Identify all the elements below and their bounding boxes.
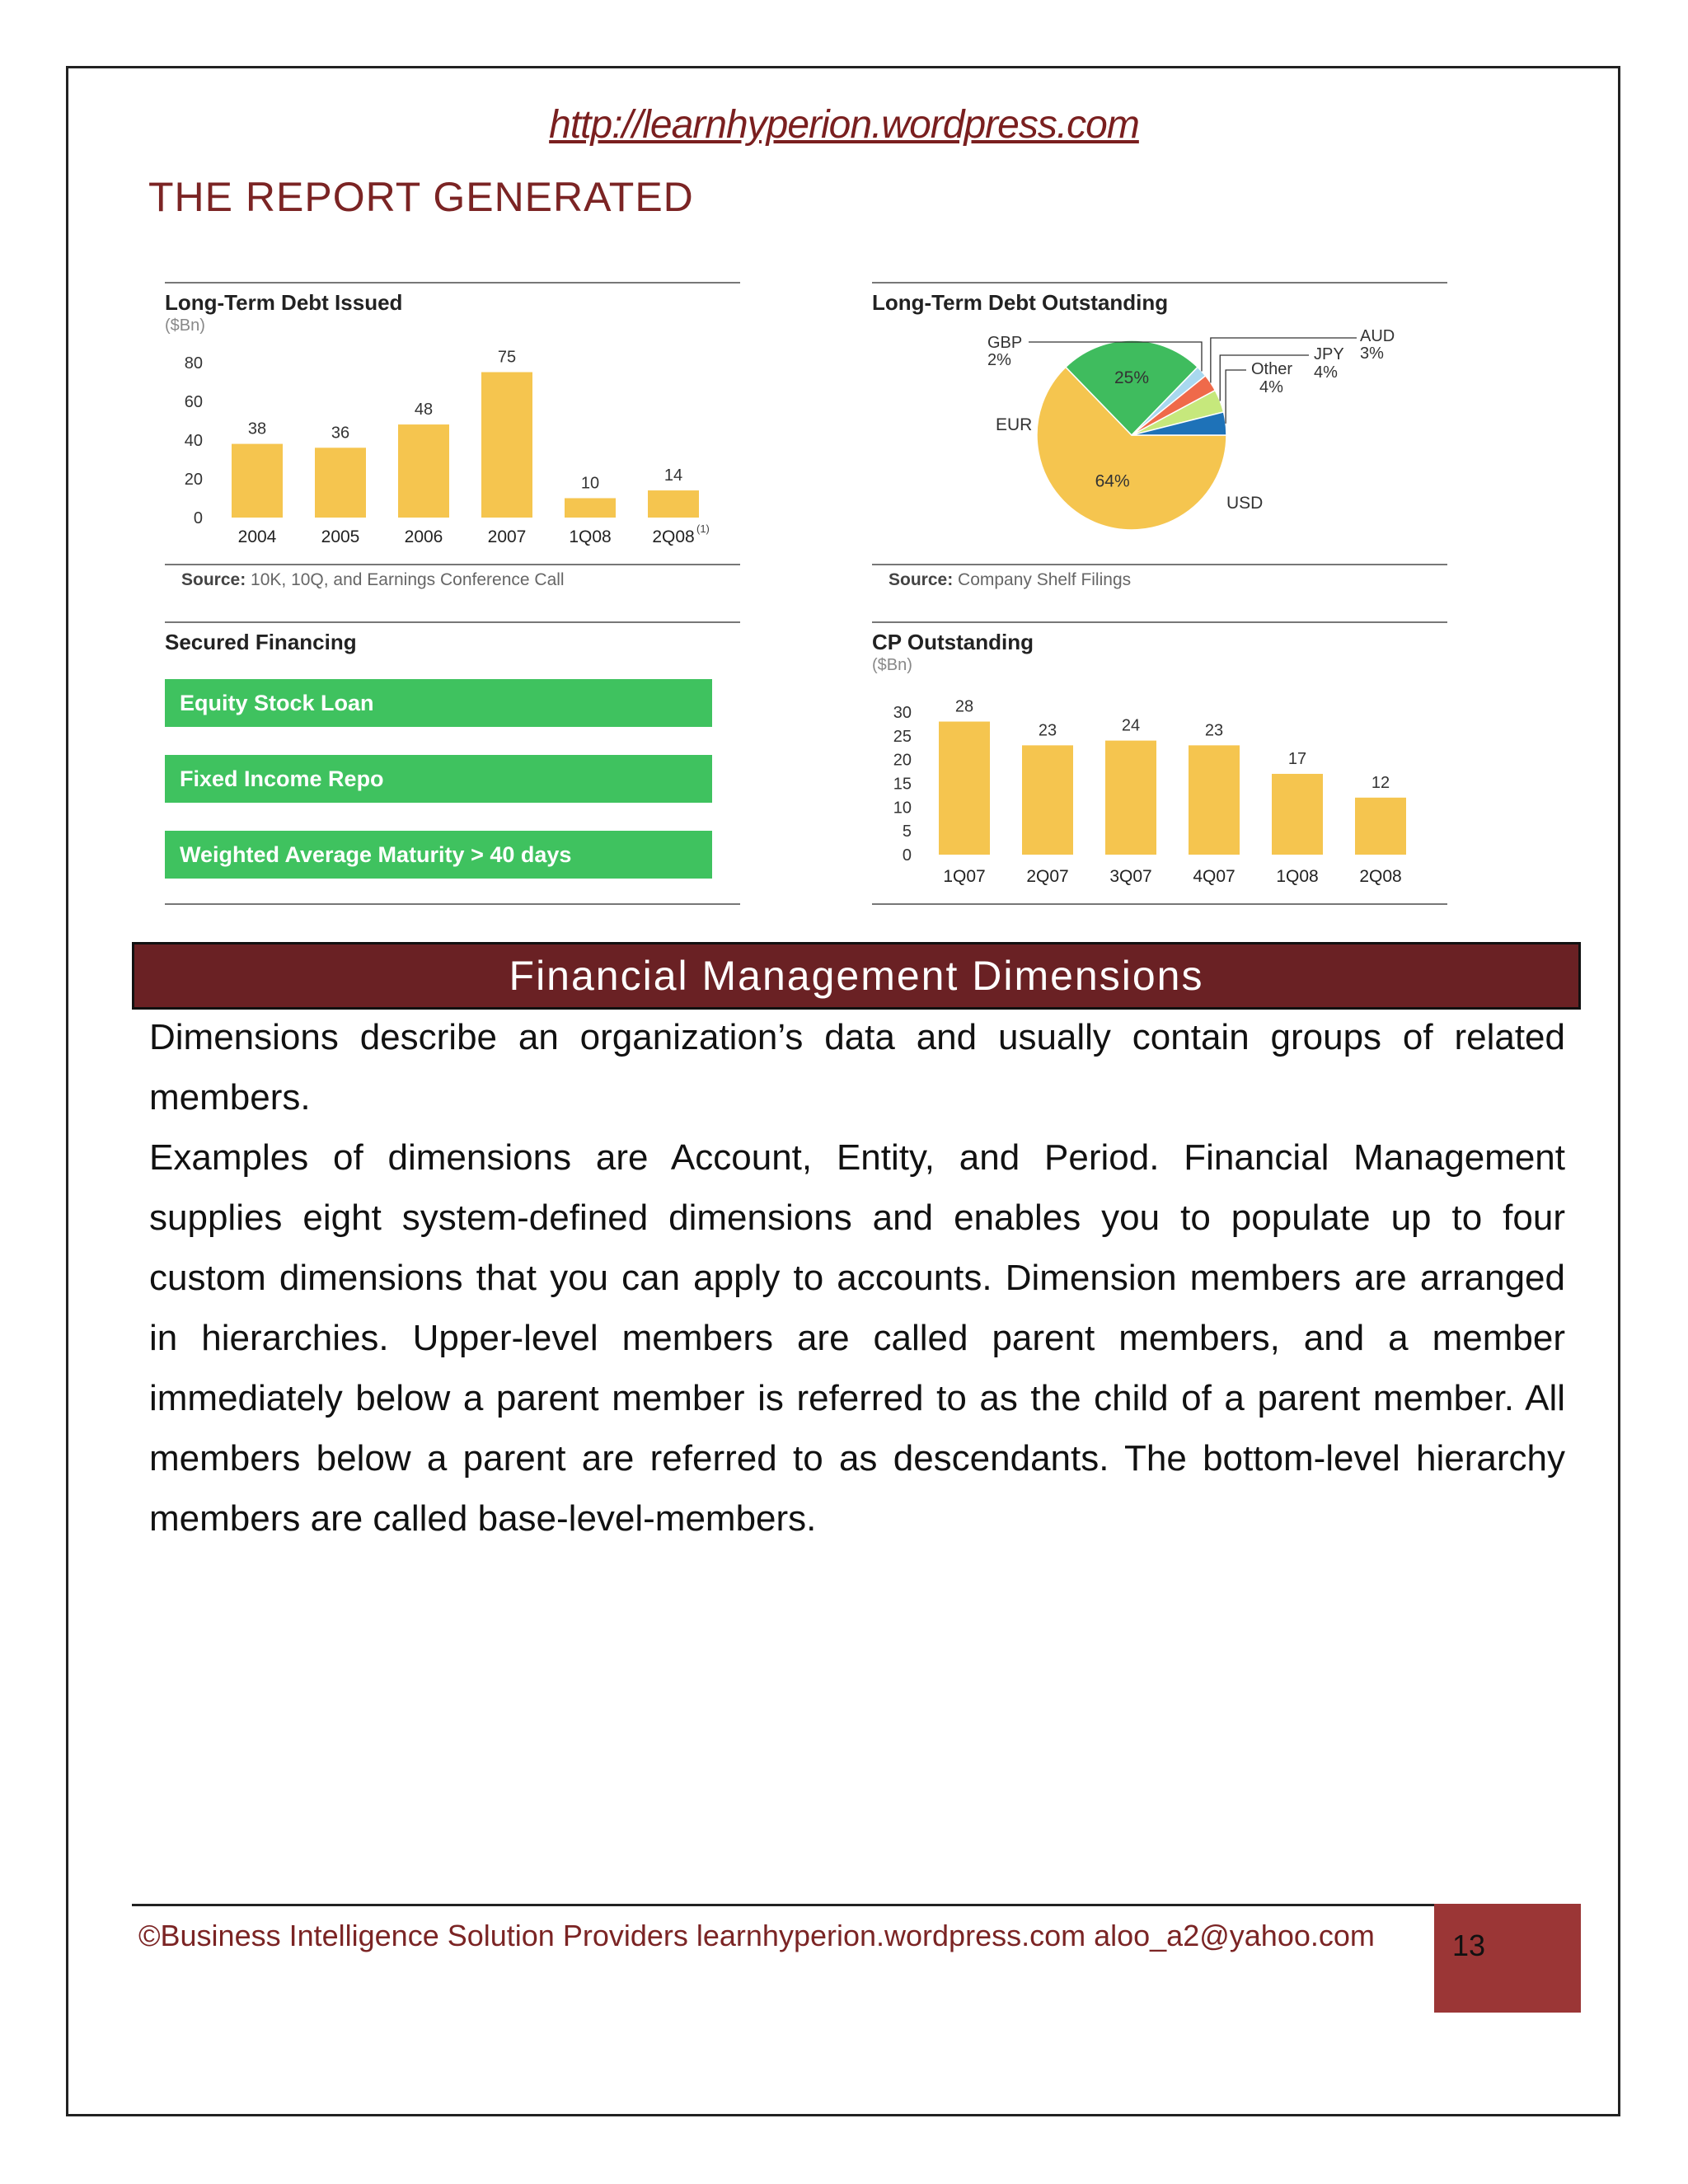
bar xyxy=(1272,774,1323,855)
source-text: 10K, 10Q, and Earnings Conference Call xyxy=(251,570,565,589)
secured-financing-item: Equity Stock Loan xyxy=(165,679,712,727)
bar xyxy=(398,424,449,518)
y-tick-label: 5 xyxy=(902,823,912,841)
x-tick-label: 2Q07 xyxy=(1026,867,1069,886)
bar xyxy=(481,373,532,518)
slice-category-label: EUR xyxy=(996,415,1033,434)
y-tick-label: 15 xyxy=(893,775,912,794)
panel-bottom-rule xyxy=(872,903,1447,905)
bar xyxy=(1355,798,1406,855)
ltd-issued-unit: ($Bn) xyxy=(165,316,205,335)
y-tick-label: 40 xyxy=(184,431,203,450)
data-label: 12 xyxy=(1371,773,1390,792)
bar xyxy=(565,498,616,518)
x-tick-label: 1Q08 xyxy=(569,527,612,546)
bar xyxy=(1022,745,1073,855)
x-tick-label: 1Q07 xyxy=(943,867,986,886)
source-text: Company Shelf Filings xyxy=(958,570,1132,589)
x-tick-label: 2004 xyxy=(237,527,277,546)
leader-line xyxy=(1226,370,1246,424)
panel-bottom-rule xyxy=(165,903,740,905)
data-label: 24 xyxy=(1121,716,1141,735)
page-number: 13 xyxy=(1452,1929,1486,1962)
slice-value-label: 3% xyxy=(1360,344,1384,363)
x-tick-label: 3Q07 xyxy=(1109,867,1152,886)
data-label: 48 xyxy=(414,401,434,419)
x-tick-label: 2Q08 xyxy=(1359,867,1402,886)
footnote-marker: (1) xyxy=(696,523,710,535)
footer-text: ©Business Intelligence Solution Providers learnhyperion.wordpress.com aloo_a2@yahoo.com xyxy=(138,1919,1375,1952)
bar xyxy=(232,444,283,518)
slice-category-label: Other xyxy=(1251,360,1293,378)
data-label: 23 xyxy=(1038,721,1057,740)
secured-financing-title: Secured Financing xyxy=(165,630,357,654)
ltd-outstanding-pie-chart xyxy=(872,282,1447,562)
panel-bottom-rule xyxy=(872,564,1447,565)
y-tick-label: 20 xyxy=(893,751,912,770)
report-heading: THE REPORT GENERATED xyxy=(148,174,694,220)
data-label: 75 xyxy=(497,348,517,367)
secured-financing-panel xyxy=(165,621,740,908)
slice-category-label: USD xyxy=(1226,494,1264,513)
page-number-box xyxy=(1434,1904,1581,2013)
header-url-link[interactable]: http://learnhyperion.wordpress.com xyxy=(549,103,1139,147)
y-tick-label: 25 xyxy=(893,727,912,746)
slice-value-label: 4% xyxy=(1259,378,1283,396)
slice-value-label: 2% xyxy=(987,351,1011,369)
source-label: Source: xyxy=(889,570,954,589)
y-tick-label: 0 xyxy=(902,846,912,865)
slice-category-label: AUD xyxy=(1360,327,1395,345)
ltd-issued-panel xyxy=(165,282,740,595)
y-tick-label: 30 xyxy=(893,704,912,722)
bar xyxy=(939,722,990,855)
secured-financing-item: Fixed Income Repo xyxy=(165,755,712,803)
source-label: Source: xyxy=(181,570,246,589)
body-paragraph: Dimensions describe an organization’s data and usually contain groups of related members. xyxy=(149,1017,1565,1118)
data-label: 10 xyxy=(580,474,600,493)
data-label: 28 xyxy=(954,697,974,716)
ltd-outstanding-panel xyxy=(872,282,1447,595)
panel-bottom-rule xyxy=(165,564,740,565)
ltd-outstanding-title: Long-Term Debt Outstanding xyxy=(872,290,1169,315)
cp-outstanding-unit: ($Bn) xyxy=(872,656,912,674)
bar xyxy=(315,448,366,518)
x-tick-label: 2005 xyxy=(321,527,360,546)
ltd-issued-title: Long-Term Debt Issued xyxy=(165,290,403,315)
bar xyxy=(1105,741,1156,855)
data-label: 38 xyxy=(247,419,267,438)
x-tick-label: 1Q08 xyxy=(1276,867,1319,886)
data-label: 36 xyxy=(331,424,350,443)
section-body xyxy=(149,1007,1565,1549)
slice-category-label: JPY xyxy=(1314,345,1344,363)
bar xyxy=(1189,745,1240,855)
section-banner: Financial Management Dimensions xyxy=(132,942,1581,1010)
x-tick-label: 2006 xyxy=(404,527,443,546)
x-tick-label: 2007 xyxy=(487,527,527,546)
slice-value-label: 64% xyxy=(1095,471,1130,491)
slice-value-label: 4% xyxy=(1314,363,1338,382)
cp-outstanding-panel xyxy=(872,621,1447,908)
y-tick-label: 60 xyxy=(184,392,203,411)
bar xyxy=(648,490,699,518)
cp-outstanding-title: CP Outstanding xyxy=(872,630,1034,654)
data-label: 23 xyxy=(1204,721,1224,740)
x-tick-label: 4Q07 xyxy=(1193,867,1236,886)
y-tick-label: 20 xyxy=(184,470,203,489)
data-label: 14 xyxy=(663,466,683,485)
secured-financing-item: Weighted Average Maturity > 40 days xyxy=(165,831,712,879)
ltd-issued-source xyxy=(181,570,565,590)
body-paragraph: Examples of dimensions are Account, Entity, and Period. Financial Management supplies eight system-defined dimensions and enables you to populate up to four custom dimensions that you can apply to accounts. Dimension members are arranged in hierarchies. Upper-level members are called parent members, and a member immediately below a parent member is referred to as the child of a parent member. All members below a parent are referred to as descendants. The bottom-level hierarchy members are called base-level-members. xyxy=(149,1137,1565,1539)
slice-category-label: GBP xyxy=(987,334,1023,352)
ltd-outstanding-source xyxy=(889,570,1131,590)
data-label: 17 xyxy=(1287,749,1307,768)
y-tick-label: 10 xyxy=(893,799,912,818)
ltd-issued-chart xyxy=(165,282,740,562)
panel-top-rule xyxy=(165,621,740,623)
slice-value-label: 25% xyxy=(1114,368,1150,387)
y-tick-label: 80 xyxy=(184,354,203,373)
x-tick-label: 2Q08 xyxy=(652,527,695,546)
footer-rule xyxy=(132,1904,1434,1906)
y-tick-label: 0 xyxy=(193,509,203,527)
cp-outstanding-chart xyxy=(872,621,1447,902)
